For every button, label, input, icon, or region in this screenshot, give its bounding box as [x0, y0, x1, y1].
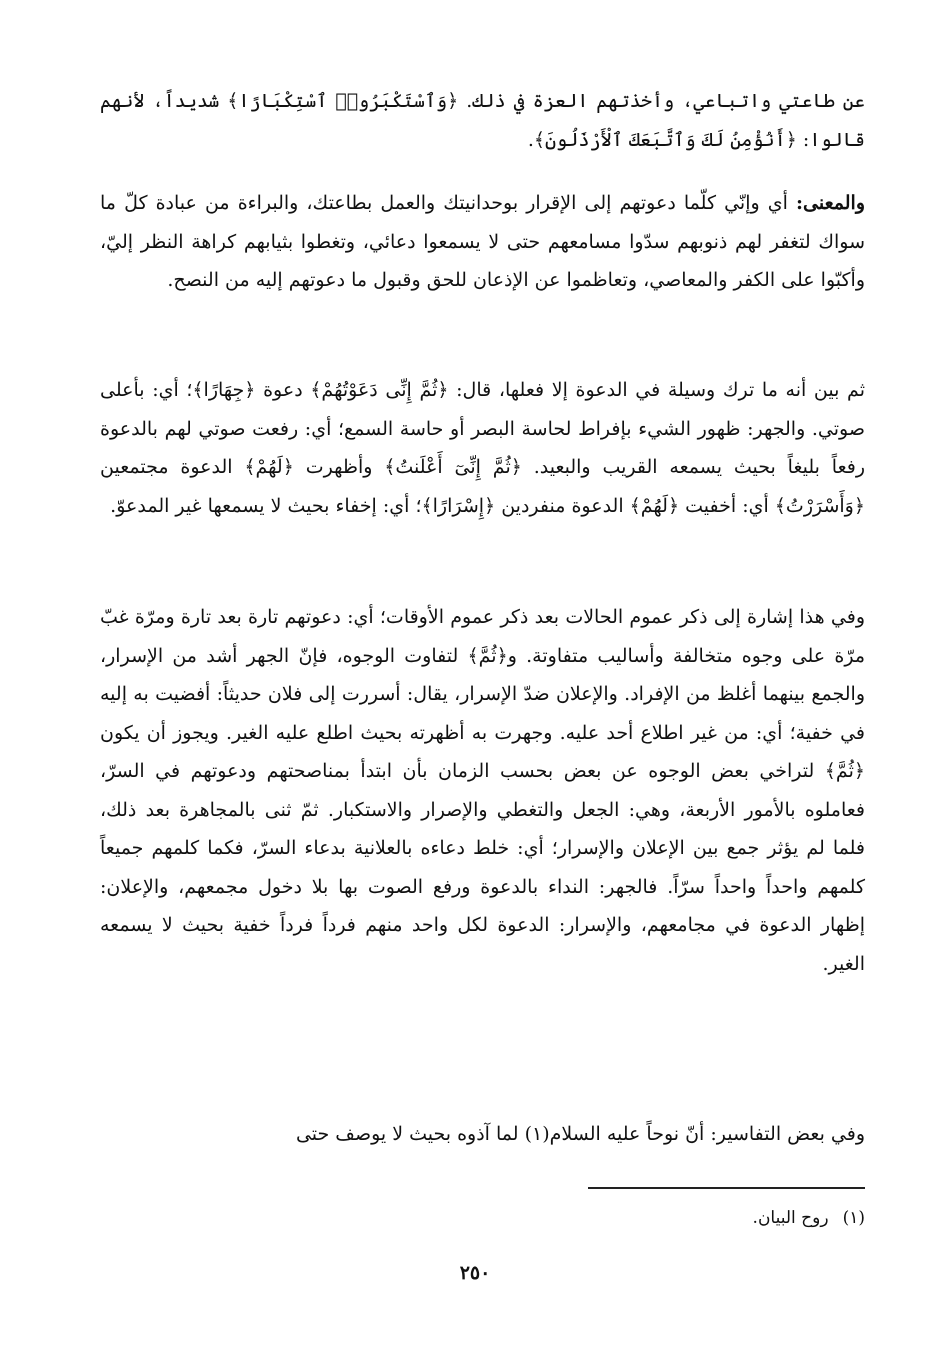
footnote-divider [588, 1187, 865, 1189]
paragraph-1 [100, 82, 865, 159]
paragraph-5 [100, 1115, 865, 1154]
paragraph-lead: والمعنى: [796, 192, 865, 214]
paragraph-text: عن طاعتي واتباعي، وأخذتهم العزة في ذلك. ﴿وَٱسْتَكْبَرُوا۟ ٱسْتِكْبَارًا﴾ شديداً، لأنهم قالوا: ﴿أَنُؤْمِنُ لَكَ وَٱتَّبَعَكَ ٱلْأَرْذَلُونَ﴾. [100, 90, 865, 151]
paragraph-2 [100, 184, 865, 300]
footnote-marker: (١) [842, 1208, 865, 1228]
paragraph-text: ثم بين أنه ما ترك وسيلة في الدعوة إلا فعلها، قال: ﴿ثُمَّ إِنِّى دَعَوْتُهُمْ﴾ دعوة ﴿جِهَارًا﴾؛ أي: بأعلى صوتي. والجهر: ظهور الشيء بإفراط لحاسة البصر أو حاسة السمع؛ أي: رفعت صوتي لهم بالدعوة رفعاً بليغاً بحيث يسمعه القريب والبعيد. ﴿ثُمَّ إِنِّىٓ أَعْلَنتُ﴾ وأظهرت ﴿لَهُمْ﴾ الدعوة مجتمعين ﴿وَأَسْرَرْتُ﴾ أي: أخفيت ﴿لَهُمْ﴾ الدعوة منفردين ﴿إِسْرَارًا﴾؛ أي: إخفاء بحيث لا يسمعها غير المدعوّ. [100, 379, 865, 517]
paragraph-text: وفي هذا إشارة إلى ذكر عموم الحالات بعد ذكر عموم الأوقات؛ أي: دعوتهم تارة بعد تارة ومرّة غبّ مرّة على وجوه متخالفة وأساليب متفاوتة. و﴿ثُمَّ﴾ لتفاوت الوجوه، فإنّ الجهر أشد من الإسرار، والجمع بينهما أغلظ من الإفراد. والإعلان ضدّ الإسرار، يقال: أسررت إلى فلان حديثاً: أفضيت به إليه في خفية؛ أي: من غير اطلاع أحد عليه. وجهرت به أظهرته بحيث اطلع عليه الغير. ويجوز أن يكون ﴿ثُمَّ﴾ لتراخي بعض الوجوه عن بعض بحسب الزمان بأن ابتدأ بمناصحتهم ودعوتهم في السرّ، فعاملوه بالأمور الأربعة، وهي: الجعل والتغطي والإصرار والاستكبار. ثمّ ثنى بالمجاهرة بعد ذلك، فلما لم يؤثر جمع بين الإعلان والإسرار؛ أي: خلط دعاءه بالعلانية بدعاء السرّ، فكما كلمهم جميعاً كلمهم واحداً واحداً سرّاً. فالجهر: النداء بالدعوة ورفع الصوت بها بلا دخول مجمعهم، والإعلان: إظهار الدعوة في مجامعهم، والإسرار: الدعوة لكل واحد منهم فرداً فرداً خفية بحيث لا يسمعه الغير. [100, 606, 865, 975]
footnote-text: روح البيان. [752, 1208, 829, 1228]
paragraph-3 [100, 371, 865, 525]
page-number: ٢٥٠ [459, 1262, 491, 1284]
paragraph-4 [100, 598, 865, 983]
paragraph-text: وفي بعض التفاسير: أنّ نوحاً عليه السلام(١) لما آذوه بحيث لا يوصف حتى [295, 1123, 865, 1145]
footnote [265, 1205, 865, 1231]
paragraph-text: أي وإنّي كلّما دعوتهم إلى الإقرار بوحدانيتك والعمل بطاعتك، والبراءة من عبادة كلّ ما سواك لتغفر لهم ذنوبهم سدّوا مسامعهم حتى لا يسمعوا دعائي، وتغطوا بثيابهم كراهة النظر إليّ، وأكبّوا على الكفر والمعاصي، وتعاظموا عن الإذعان للحق وقبول ما دعوتهم إليه من النصح. [100, 192, 865, 291]
